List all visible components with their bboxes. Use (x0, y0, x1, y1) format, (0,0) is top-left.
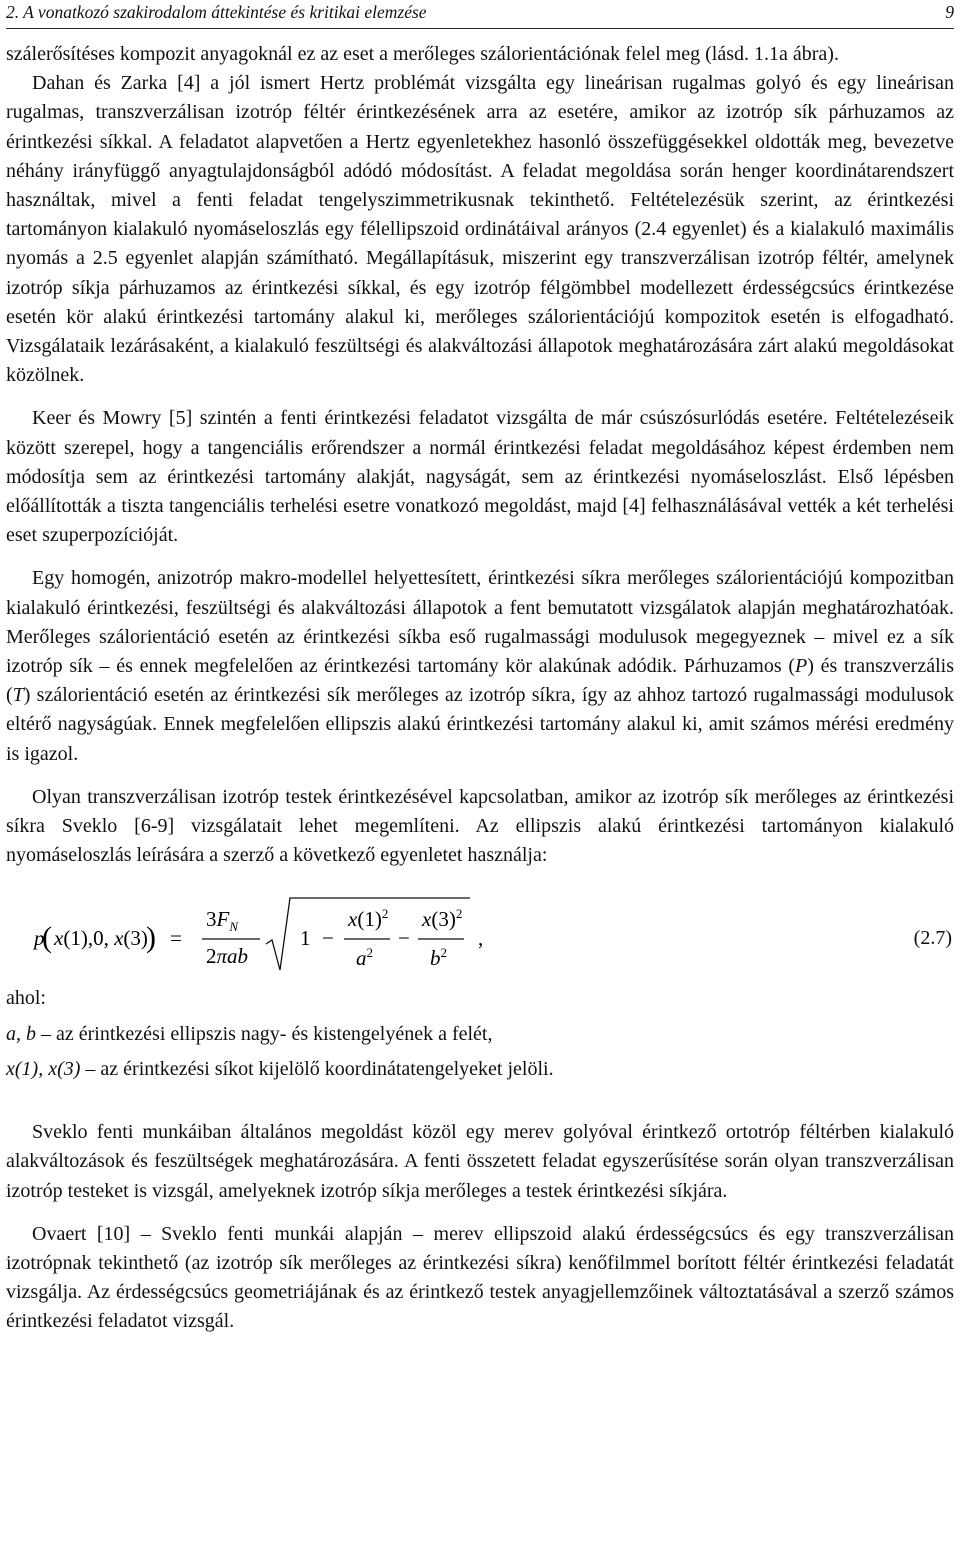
paragraph-keer-mowry: Keer és Mowry [5] szintén a fenti érintkezési feladatot vizsgálta de már csúszósurlódás esetére. Feltételezéseik között szerepel, hogy a tangenciális erőrendszer a normál érintkezési feladat megoldásához képest érdemben nem módosítja sem az érintkezési tartomány alakját, nagyságát, sem az érintkezési nyomáseloszlást. Első lépésben előállították a tiszta tangenciális terhelési esetre vonatkozó megoldást, majd [4] felhasználásával vették a két terhelési eset szuperpozícióját. (6, 407, 954, 547)
eq-equals: = (170, 926, 182, 951)
eq-args: x(1),0, x(3) (54, 926, 148, 951)
definitions-intro: ahol: (6, 987, 46, 1010)
definition-symbol: x(1), x(3) (6, 1057, 81, 1080)
definition-item (6, 1020, 954, 1049)
paragraph-continuation: szálerősítéses kompozit anyagoknál ez az eset a merőleges szálorientációnak felel meg (lásd. 1.1a ábra). (6, 43, 839, 65)
symbol-p: P (795, 655, 808, 678)
text-segment: ) és transzverzális ( (6, 655, 954, 707)
definition-item (6, 1055, 954, 1084)
eq-t2-num: $x(3)^2$ (422, 906, 463, 932)
page-number: 9 (945, 2, 954, 22)
eq-frac-den: 2πab (206, 944, 249, 969)
page-body (6, 40, 954, 1337)
paragraph-dahan-zarka: Dahan és Zarka [4] a jól ismert Hertz problémát vizsgálta egy lineárisan rugalmas golyó és egy lineárisan rugalmas, transzverzálisan izotróp féltér érintkezésének arra az esetére, amikor az izotróp sík párhuzamos az érintkezési síkkal. A feladatot alapvetően a Hertz egyenletekhez hasonló összefüggésekkel oldották meg, bevezetve néhány irányfüggő anyagtulajdonságból adódó módosítást. A feladat megoldása során henger koordinátarendszert használtak, mivel a fenti feladat tengelyszimmetrikusnak tekinthető. Feltételezésük szerint, az érintkezési tartományon kialakuló nyomáseloszlás egy félellipszoid ordinátáival arányos (2.4 egyenlet) és a kialakuló maximális nyomás a 2.5 egyenlet alapján számítható. Megállapításuk, miszerint egy transzverzálisan izotróp féltér, amelynek izotróp síkja párhuzamos az érintkezési síkkal, és egy izotróp félgömbbel modellezett érdességcsúcs érintkezése esetén kör alakú érintkezési tartomány alakul ki, merőleges szálorientációjú kompozitok esetén is elfogadható. Vizsgálataik lezárásaként, a kialakuló feszültségi és alakváltozási állapotok meghatározására zárt alakú megoldásokat közölnek. (6, 72, 954, 387)
eq-right-paren: ) (146, 921, 156, 955)
eq-frac-num: $3F_N$ (206, 907, 238, 935)
equation-number: (2.7) (913, 927, 952, 950)
definition-text: – az érintkezési síkot kijelölő koordinátatengelyeket jelöli. (80, 1057, 554, 1080)
definition-text: – az érintkezési ellipszis nagy- és kistengelyének a felét, (36, 1022, 493, 1045)
eq-t1-den: $a^2$ (356, 945, 373, 971)
eq-left-paren: ( (42, 921, 52, 955)
text-segment: ) szálorientáció esetén az érintkezési sík merőleges az izotróp síkra, így az ahhoz tartozó rugalmassági modulusok eltérő nagyságúak. Ennek megfelelően ellipszis alakú érintkezési tartomány alakul ki, amit számos mérési eredmény is igazol. (6, 684, 954, 765)
paragraph-ovaert: Ovaert [10] – Sveklo fenti munkái alapján – merev ellipszoid alakú érdességcsúcs és egy transzverzálisan izotrópnak tekinthető (az izotróp sík merőleges az érintkezési síkra) kenőfilmmel borított féltér érintkezési feladatát vizsgálja. Az érdességcsúcs geometriájának és az érintkező testek anyagjellemzőinek változtatásával a szerző számos érintkezési feladatot vizsgál. (6, 1222, 954, 1333)
eq-comma: , (478, 926, 484, 951)
paragraph-sveklo: Olyan transzverzálisan izotróp testek érintkezésével kapcsolatban, amikor az izotróp sík merőleges az érintkezési síkra Sveklo [6-9] vizsgálatait lehet megemlíteni. Az ellipszis alakú érintkezési tartományon kialakuló nyomáseloszlás leírására a szerző a következő egyenletet használja: (6, 785, 954, 867)
page-header (6, 0, 954, 29)
eq-one: 1 (300, 926, 311, 951)
symbol-t: T (12, 684, 24, 707)
definitions-list (6, 984, 954, 1084)
paragraph-homogeneous-model (6, 564, 954, 768)
definition-symbol: a, b (6, 1022, 36, 1045)
paragraph-sveklo-solution: Sveklo fenti munkáiban általános megoldást közöl egy merev golyóval érintkező ortotróp féltérben kialakuló alakváltozások és feszültségek meghatározására. A fenti összetett feladat egyszerűsítése során olyan transzverzálisan izotróp testeket is vizsgál, amelyeknek izotróp síkja merőleges a testek érintkezési síkjára. (6, 1121, 954, 1202)
equation-2-7 (6, 888, 954, 984)
eq-t2-den: $b^2$ (430, 945, 447, 971)
eq-minus-1: − (322, 926, 334, 951)
eq-minus-2: − (398, 926, 410, 951)
eq-p: p (34, 926, 45, 951)
chapter-title: 2. A vonatkozó szakirodalom áttekintése és kritikai elemzése (6, 2, 427, 22)
text-segment: Egy homogén, anizotróp makro-modellel helyettesített, érintkezési síkra merőleges szálorientációjú kompozitban kialakuló érintkezési, feszültségi és alakváltozási állapotok a fent bemutatott vizsgálatok alapján meghatározhatóak. Merőleges szálorientáció esetén az érintkezési síkba eső rugalmassági modulusok megegyeznek – mivel ez a sík izotróp sík – és ennek megfelelően az érintkezési tartomány kör alakúnak adódik. Párhuzamos ( (6, 567, 954, 678)
eq-t1-num: $x(1)^2$ (348, 906, 389, 932)
equation-formula (30, 888, 510, 984)
